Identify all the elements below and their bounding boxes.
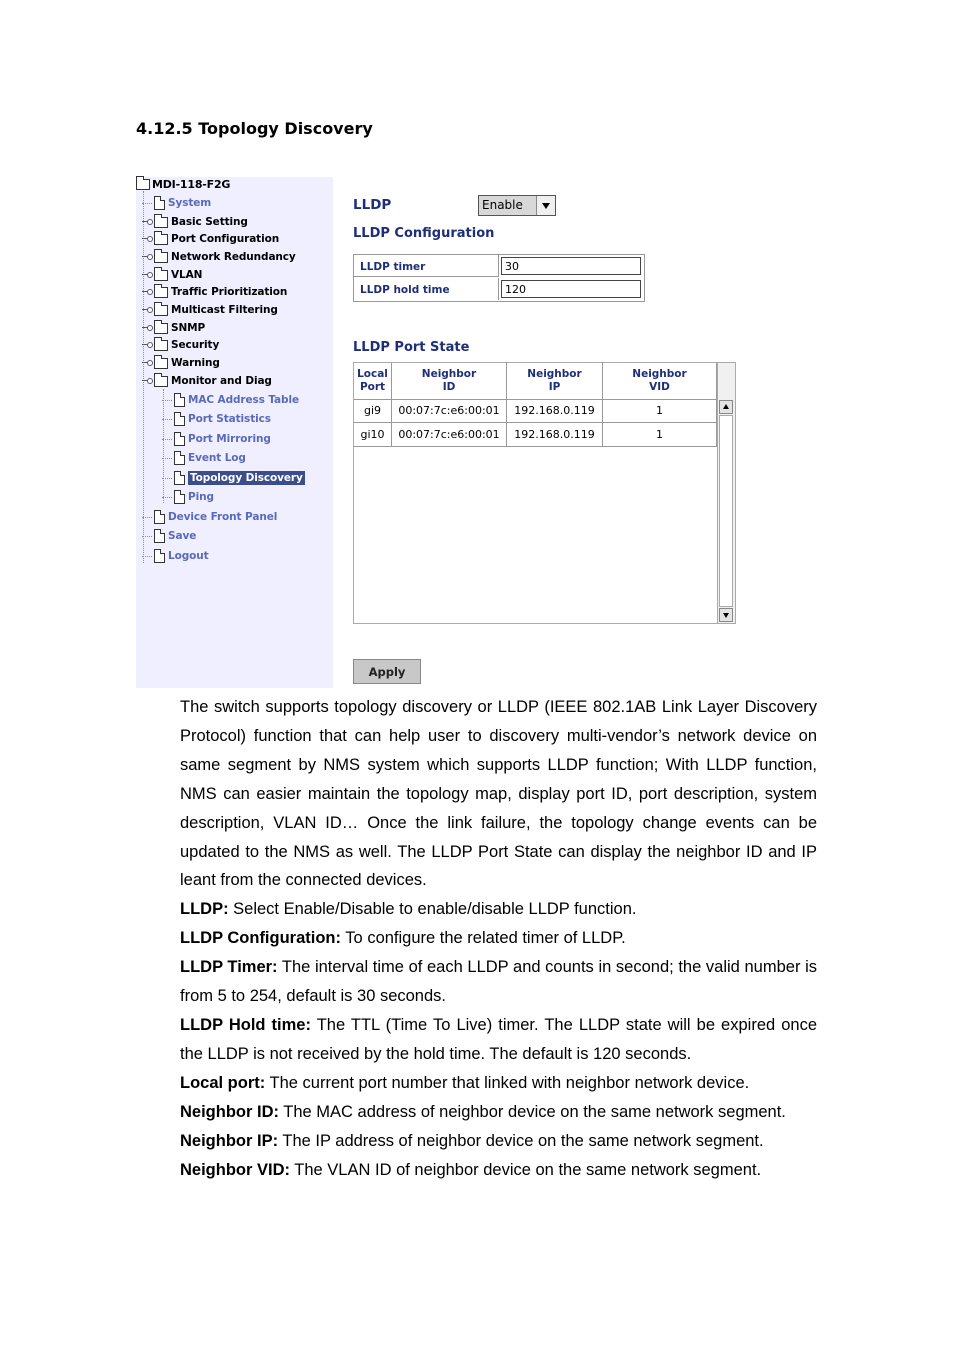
expand-icon[interactable] — [142, 376, 152, 386]
expand-icon[interactable] — [142, 252, 152, 262]
neighbor-id-cell: 00:07:7c:e6:00:01 — [392, 423, 507, 446]
folder-icon — [136, 179, 150, 190]
section-heading: 4.12.5 Topology Discovery — [136, 119, 373, 138]
tree-item-warning[interactable] — [142, 354, 220, 372]
expand-icon[interactable] — [142, 217, 152, 227]
tree-item-label: Ping — [188, 491, 214, 503]
lldp-port-state-table — [353, 362, 736, 624]
tree-item-security[interactable] — [142, 336, 219, 354]
local-port-cell: gi9 — [354, 399, 392, 422]
folder-icon — [154, 323, 168, 334]
column-header-neighbor-id: Neighbor ID — [392, 363, 507, 399]
folder-icon — [154, 270, 168, 281]
tree-connector — [142, 203, 152, 204]
tree-item-label: SNMP — [171, 322, 206, 334]
table-header — [354, 363, 717, 400]
paragraph: LLDP Hold time: The TTL (Time To Live) timer. The LLDP state will be expired once the LLDP is not received by the hold time. The default is 120 seconds. — [180, 1015, 817, 1063]
tree-item-label: Topology Discovery — [190, 472, 303, 484]
lldp-timer-row — [354, 255, 644, 278]
lldp-select-value: Enable — [482, 198, 523, 212]
lldp-hold-time-input[interactable]: 120 — [501, 280, 641, 298]
tree-item-save[interactable] — [142, 527, 196, 545]
neighbor-vid-cell: 1 — [603, 399, 717, 422]
lldp-hold-time-label: LLDP hold time — [354, 278, 499, 300]
tree-item-label: Traffic Prioritization — [171, 286, 288, 298]
expand-icon[interactable] — [142, 305, 152, 315]
tree-item-port-statistics[interactable] — [162, 410, 271, 428]
page-icon — [154, 529, 165, 543]
tree-connector — [142, 517, 152, 518]
tree-item-label: System — [168, 197, 212, 209]
paragraph: Neighbor IP: The IP address of neighbor device on the same network segment. — [180, 1131, 764, 1150]
paragraph: LLDP Timer: The interval time of each LLDP and counts in second; the valid number is from 5 to 254, default is 30 seconds. — [180, 958, 817, 1006]
tree-item-topology-discovery[interactable] — [162, 469, 305, 487]
tree-item-label: MAC Address Table — [188, 394, 299, 406]
expand-icon[interactable] — [142, 340, 152, 350]
expand-icon[interactable] — [142, 270, 152, 280]
lldp-configuration-title: LLDP Configuration — [353, 226, 495, 241]
folder-icon — [154, 340, 168, 351]
folder-icon — [154, 287, 168, 298]
tree-item-event-log[interactable] — [162, 449, 246, 467]
apply-button[interactable]: Apply — [353, 659, 421, 684]
folder-icon — [154, 234, 168, 245]
folder-icon — [154, 358, 168, 369]
column-header-local-port: Local Port — [354, 363, 392, 399]
paragraph: Local port: The current port number that linked with neighbor network device. — [180, 1073, 750, 1092]
vertical-scrollbar[interactable] — [717, 399, 735, 623]
table-row — [354, 399, 717, 423]
folder-icon — [154, 376, 168, 387]
neighbor-vid-cell: 1 — [603, 423, 717, 446]
tree-root-label: MDI-118-F2G — [152, 177, 231, 191]
tree-item-vlan[interactable] — [142, 266, 202, 284]
paragraph: Neighbor VID: The VLAN ID of neighbor device on the same network segment. — [180, 1160, 762, 1179]
tree-item-snmp[interactable] — [142, 319, 205, 337]
page-icon — [154, 510, 165, 524]
folder-icon — [154, 252, 168, 263]
page-icon — [174, 432, 185, 446]
page-icon — [174, 393, 185, 407]
lldp-hold-time-row — [354, 278, 644, 301]
lldp-port-state-title: LLDP Port State — [353, 340, 470, 355]
paragraph: LLDP Configuration: To configure the related timer of LLDP. — [180, 929, 626, 948]
tree-item-label: Network Redundancy — [171, 251, 296, 263]
tree-item-label: Monitor and Diag — [171, 375, 272, 387]
tree-item-network-redundancy[interactable] — [142, 248, 296, 266]
page-icon — [174, 471, 185, 485]
folder-icon — [154, 217, 168, 228]
tree-item-label: Security — [171, 339, 220, 351]
tree-item-basic-setting[interactable] — [142, 213, 248, 231]
lldp-timer-input[interactable]: 30 — [501, 257, 641, 275]
tree-item-label: Port Statistics — [188, 413, 271, 425]
tree-item-mac-address-table[interactable] — [162, 391, 299, 409]
tree-item-ping[interactable] — [162, 488, 214, 506]
tree-connector — [142, 536, 152, 537]
tree-item-device-front-panel[interactable] — [142, 508, 277, 526]
table-row — [354, 423, 717, 447]
tree-connector — [162, 478, 172, 479]
scroll-down-arrow-icon[interactable] — [719, 608, 733, 622]
tree-item-label: Warning — [171, 357, 220, 369]
scroll-up-arrow-icon[interactable] — [719, 400, 733, 414]
lldp-label: LLDP — [353, 197, 392, 213]
tree-item-traffic-prioritization[interactable] — [142, 283, 287, 301]
tree-item-logout[interactable] — [142, 547, 209, 565]
local-port-cell: gi10 — [354, 423, 392, 446]
tree-item-system[interactable] — [142, 194, 211, 212]
tree-connector — [162, 458, 172, 459]
navigation-tree — [136, 177, 333, 688]
expand-icon[interactable] — [142, 234, 152, 244]
tree-connector — [162, 497, 172, 498]
tree-connector — [162, 419, 172, 420]
tree-connector — [142, 556, 152, 557]
page-icon — [154, 196, 165, 210]
tree-item-port-mirroring[interactable] — [162, 430, 271, 448]
tree-item-port-configuration[interactable] — [142, 230, 279, 248]
expand-icon[interactable] — [142, 323, 152, 333]
tree-connector — [162, 400, 172, 401]
tree-item-monitor-and-diag[interactable] — [142, 372, 272, 390]
expand-icon[interactable] — [142, 287, 152, 297]
column-header-neighbor-ip: Neighbor IP — [507, 363, 603, 399]
tree-item-multicast-filtering[interactable] — [142, 301, 278, 319]
neighbor-ip-cell: 192.168.0.119 — [507, 399, 603, 422]
page-icon — [174, 412, 185, 426]
tree-item-label: VLAN — [171, 269, 203, 281]
tree-item-label: Port Mirroring — [188, 433, 271, 445]
tree-connector — [162, 439, 172, 440]
page-icon — [174, 451, 185, 465]
paragraph: LLDP: Select Enable/Disable to enable/disable LLDP function. — [180, 900, 637, 919]
expand-icon[interactable] — [142, 358, 152, 368]
lldp-timer-label: LLDP timer — [354, 255, 499, 277]
tree-item-label: Logout — [168, 550, 209, 562]
tree-item-label: Basic Setting — [171, 216, 248, 228]
page-icon — [174, 490, 185, 504]
tree-item-label: Multicast Filtering — [171, 304, 278, 316]
description-text — [180, 693, 817, 1184]
folder-icon — [154, 305, 168, 316]
page-icon — [154, 549, 165, 563]
paragraph: The switch supports topology discovery or LLDP (IEEE 802.1AB Link Layer Discovery Protocol) function that can help user to discovery multi-vendor’s network device on same segment by NMS system which supports LLDP function; With LLDP function, NMS can easier maintain the topology map, display port ID, port description, system description, VLAN ID… Once the link failure, the topology change events can be updated to the NMS as well. The LLDP Port State can display the neighbor ID and IP leant from the connected devices. — [180, 698, 817, 890]
tree-item-label: Event Log — [188, 452, 246, 464]
tree-item-label: Save — [168, 530, 197, 542]
scrollbar-corner — [717, 363, 735, 399]
tree-item-label: Port Configuration — [171, 233, 280, 245]
paragraph: Neighbor ID: The MAC address of neighbor device on the same network segment. — [180, 1102, 786, 1121]
tree-root[interactable] — [136, 177, 230, 191]
dropdown-arrow-icon[interactable] — [536, 196, 555, 215]
column-header-neighbor-vid: Neighbor VID — [603, 363, 717, 399]
scroll-track[interactable] — [719, 415, 733, 607]
neighbor-ip-cell: 192.168.0.119 — [507, 423, 603, 446]
lldp-config-table — [353, 254, 645, 302]
tree-item-label: Device Front Panel — [168, 511, 278, 523]
lldp-enable-select[interactable] — [478, 195, 556, 216]
neighbor-id-cell: 00:07:7c:e6:00:01 — [392, 399, 507, 422]
